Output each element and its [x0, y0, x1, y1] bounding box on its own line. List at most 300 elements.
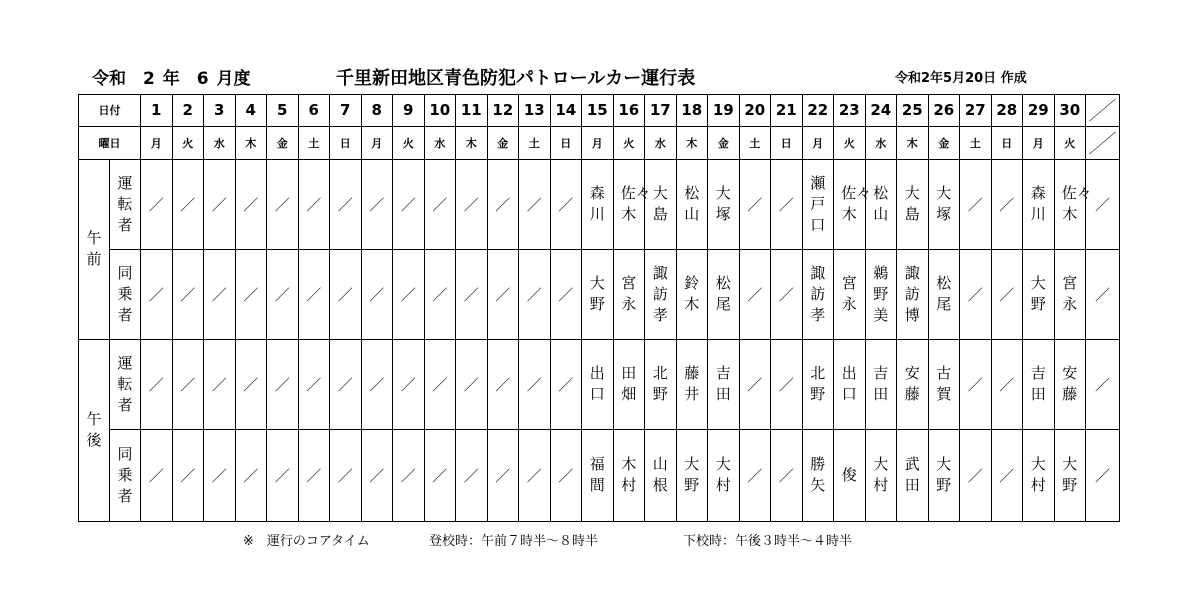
no-patrol-mark: ／: [211, 375, 227, 394]
am-passenger-label: 同乗者: [110, 249, 141, 339]
member-name-cell: [645, 339, 677, 429]
no-patrol-cell: [550, 429, 582, 521]
day-number: 14: [550, 95, 582, 127]
no-patrol-mark: ／: [180, 375, 196, 394]
no-patrol-cell: [519, 339, 551, 429]
member-name: 松尾: [715, 274, 731, 314]
no-patrol-cell: [267, 429, 299, 521]
no-patrol-mark: ／: [967, 285, 983, 304]
no-patrol-mark: ／: [1094, 375, 1110, 394]
no-patrol-mark: ／: [1094, 285, 1110, 304]
no-patrol-cell: [487, 249, 519, 339]
member-name-cell: [834, 429, 866, 521]
no-patrol-mark: ／: [463, 375, 479, 394]
blank-weekday-cell: [1086, 126, 1120, 159]
member-name: 藤井: [684, 364, 700, 404]
member-name: 森川: [1030, 184, 1046, 224]
member-name: 大村: [1030, 455, 1046, 495]
no-patrol-cell: [393, 159, 425, 249]
weekday-cell: 日: [330, 126, 362, 159]
member-name-cell: [676, 339, 708, 429]
no-patrol-cell: [330, 159, 362, 249]
no-patrol-cell: [393, 249, 425, 339]
no-patrol-cell: [739, 429, 771, 521]
no-patrol-mark: ／: [999, 285, 1015, 304]
member-name: 鈴木: [684, 274, 700, 314]
no-patrol-mark: ／: [463, 466, 479, 485]
member-name-cell: [708, 249, 740, 339]
member-name-cell: [676, 249, 708, 339]
member-name: 北野: [652, 364, 668, 404]
day-number: 20: [739, 95, 771, 127]
no-patrol-mark: ／: [369, 466, 385, 485]
weekday-cell: 火: [172, 126, 204, 159]
no-patrol-cell: [487, 159, 519, 249]
no-patrol-mark: ／: [1094, 466, 1110, 485]
no-patrol-mark: ／: [558, 285, 574, 304]
member-name: 鵜野美: [873, 263, 889, 324]
pm-passenger-label: 同乗者: [110, 429, 141, 521]
member-name-cell: [865, 429, 897, 521]
no-patrol-cell: [298, 429, 330, 521]
day-number: 30: [1054, 95, 1086, 127]
member-name-cell: [582, 429, 614, 521]
no-patrol-mark: ／: [400, 195, 416, 214]
no-patrol-cell: [424, 249, 456, 339]
member-name: 安藤: [904, 364, 920, 404]
day-number: 5: [267, 95, 299, 127]
no-patrol-cell: [141, 339, 173, 429]
weekday-cell: 水: [424, 126, 456, 159]
member-name-cell: [1023, 159, 1055, 249]
weekday-cell: 土: [298, 126, 330, 159]
member-name-cell: [1023, 339, 1055, 429]
weekday-cell: 日: [550, 126, 582, 159]
no-patrol-cell: [235, 159, 267, 249]
date-row: [79, 95, 1120, 127]
no-patrol-cell: [960, 159, 992, 249]
no-patrol-cell: [487, 339, 519, 429]
weekday-cell: 水: [865, 126, 897, 159]
no-patrol-cell: [235, 339, 267, 429]
member-name: 吉田: [873, 364, 889, 404]
no-patrol-cell: [204, 339, 236, 429]
member-name-cell: [1023, 429, 1055, 521]
weekday-cell: 火: [613, 126, 645, 159]
member-name-cell: [897, 159, 929, 249]
weekday-cell: 金: [267, 126, 299, 159]
day-number: 4: [235, 95, 267, 127]
no-patrol-mark: ／: [558, 466, 574, 485]
member-name: 森川: [589, 184, 605, 224]
no-patrol-cell: [424, 159, 456, 249]
no-patrol-cell: [456, 159, 488, 249]
no-patrol-mark: ／: [495, 375, 511, 394]
no-patrol-mark: ／: [180, 195, 196, 214]
no-patrol-cell: [235, 249, 267, 339]
member-name-cell: [613, 159, 651, 249]
page-title: 千里新田地区青色防犯パトロールカー運行表: [336, 68, 696, 89]
day-number: 22: [802, 95, 834, 127]
no-patrol-cell: [487, 429, 519, 521]
no-patrol-mark: ／: [495, 285, 511, 304]
no-patrol-mark: ／: [211, 195, 227, 214]
weekday-cell: 金: [487, 126, 519, 159]
member-name: 大島: [652, 184, 668, 224]
no-patrol-mark: ／: [211, 285, 227, 304]
no-patrol-cell: [771, 249, 803, 339]
member-name: 大野: [1062, 455, 1078, 495]
no-patrol-mark: ／: [432, 285, 448, 304]
no-patrol-mark: ／: [1094, 195, 1110, 214]
no-patrol-cell: [519, 429, 551, 521]
no-patrol-mark: ／: [180, 466, 196, 485]
no-patrol-cell: [550, 249, 582, 339]
no-patrol-mark: ／: [432, 375, 448, 394]
member-name-cell: [1054, 429, 1086, 521]
member-name: 大村: [873, 455, 889, 495]
member-name: 佐々木: [841, 184, 872, 224]
no-patrol-mark: ／: [747, 375, 763, 394]
no-patrol-cell: [172, 429, 204, 521]
no-patrol-cell: [1086, 249, 1120, 339]
school-return-note: 下校時：午後３時半～４時半: [683, 534, 853, 549]
am-section-label: 午前: [79, 159, 110, 339]
member-name-cell: [928, 159, 960, 249]
member-name: 諏訪孝: [810, 263, 826, 324]
day-number: 29: [1023, 95, 1055, 127]
no-patrol-mark: ／: [306, 195, 322, 214]
no-patrol-cell: [739, 159, 771, 249]
no-patrol-cell: [550, 159, 582, 249]
no-patrol-cell: [1086, 339, 1120, 429]
no-patrol-mark: ／: [243, 285, 259, 304]
member-name: 大塚: [715, 184, 731, 224]
no-patrol-cell: [204, 249, 236, 339]
member-name: 大野: [1030, 274, 1046, 314]
no-patrol-mark: ／: [274, 195, 290, 214]
no-patrol-mark: ／: [463, 195, 479, 214]
member-name: 古賀: [936, 364, 952, 404]
member-name-cell: [897, 339, 929, 429]
no-patrol-mark: ／: [243, 375, 259, 394]
no-patrol-mark: ／: [463, 285, 479, 304]
am-driver-row: [79, 159, 1120, 249]
member-name: 福間: [589, 455, 605, 495]
weekday-row: [79, 126, 1120, 159]
member-name: 佐々木: [1061, 184, 1092, 224]
member-name-cell: [582, 159, 614, 249]
no-patrol-cell: [267, 159, 299, 249]
no-patrol-mark: ／: [369, 375, 385, 394]
member-name: 大島: [904, 184, 920, 224]
weekday-cell: 月: [802, 126, 834, 159]
weekday-cell: 月: [1023, 126, 1055, 159]
member-name: 宮永: [841, 274, 857, 314]
weekday-cell: 火: [834, 126, 866, 159]
weekday-cell: 土: [519, 126, 551, 159]
no-patrol-cell: [739, 339, 771, 429]
member-name-cell: [802, 339, 834, 429]
member-name: 吉田: [715, 364, 731, 404]
day-number: 7: [330, 95, 362, 127]
day-number: 6: [298, 95, 330, 127]
no-patrol-mark: ／: [306, 285, 322, 304]
no-patrol-mark: ／: [148, 285, 164, 304]
weekday-cell: 水: [204, 126, 236, 159]
no-patrol-cell: [1086, 429, 1120, 521]
no-patrol-mark: ／: [400, 375, 416, 394]
no-patrol-cell: [172, 159, 204, 249]
no-patrol-mark: ／: [306, 466, 322, 485]
no-patrol-cell: [141, 159, 173, 249]
no-patrol-cell: [991, 339, 1023, 429]
member-name: 宮永: [621, 274, 637, 314]
member-name-cell: [865, 249, 897, 339]
no-patrol-cell: [519, 159, 551, 249]
member-name-cell: [834, 159, 872, 249]
weekday-cell: 木: [235, 126, 267, 159]
no-patrol-mark: ／: [778, 375, 794, 394]
member-name-cell: [802, 159, 834, 249]
member-name: 瀬戸口: [810, 173, 826, 234]
no-patrol-mark: ／: [369, 195, 385, 214]
member-name-cell: [1054, 249, 1086, 339]
am-driver-label: 運転者: [110, 159, 141, 249]
member-name-cell: [645, 159, 677, 249]
member-name-cell: [645, 429, 677, 521]
member-name-cell: [676, 159, 708, 249]
no-patrol-mark: ／: [337, 375, 353, 394]
no-patrol-mark: ／: [369, 285, 385, 304]
no-patrol-mark: ／: [148, 375, 164, 394]
day-number: 27: [960, 95, 992, 127]
member-name-cell: [645, 249, 677, 339]
member-name: 諏訪孝: [652, 263, 668, 324]
weekday-cell: 月: [361, 126, 393, 159]
day-number: 3: [204, 95, 236, 127]
no-patrol-mark: ／: [778, 285, 794, 304]
no-patrol-mark: ／: [967, 375, 983, 394]
no-patrol-cell: [771, 429, 803, 521]
no-patrol-mark: ／: [495, 195, 511, 214]
no-patrol-mark: ／: [747, 285, 763, 304]
day-number: 13: [519, 95, 551, 127]
member-name-cell: [802, 429, 834, 521]
no-patrol-mark: ／: [999, 375, 1015, 394]
member-name: 安藤: [1062, 364, 1078, 404]
no-patrol-cell: [330, 339, 362, 429]
no-patrol-cell: [739, 249, 771, 339]
member-name-cell: [676, 429, 708, 521]
created-date: 令和2年5月20日 作成: [895, 71, 1027, 86]
member-name-cell: [582, 249, 614, 339]
member-name: 大野: [589, 274, 605, 314]
member-name-cell: [928, 339, 960, 429]
no-patrol-cell: [204, 159, 236, 249]
member-name: 諏訪博: [904, 263, 920, 324]
no-patrol-cell: [172, 249, 204, 339]
no-patrol-cell: [424, 339, 456, 429]
no-patrol-cell: [298, 159, 330, 249]
day-number: 18: [676, 95, 708, 127]
no-patrol-mark: ／: [400, 285, 416, 304]
no-patrol-mark: ／: [778, 466, 794, 485]
patrol-schedule-table: [78, 94, 1120, 522]
weekday-cell: 土: [960, 126, 992, 159]
member-name-cell: [1054, 159, 1092, 249]
no-patrol-mark: ／: [747, 195, 763, 214]
no-patrol-mark: ／: [999, 466, 1015, 485]
member-name-cell: [1054, 339, 1086, 429]
no-patrol-mark: ／: [558, 195, 574, 214]
weekday-cell: 月: [582, 126, 614, 159]
member-name: 俊: [841, 465, 857, 484]
member-name-cell: [865, 339, 897, 429]
no-patrol-cell: [361, 339, 393, 429]
weekday-cell: 火: [393, 126, 425, 159]
no-patrol-cell: [550, 339, 582, 429]
no-patrol-cell: [991, 429, 1023, 521]
weekday-cell: 月: [141, 126, 173, 159]
date-header: 日付: [79, 95, 141, 127]
no-patrol-mark: ／: [526, 195, 542, 214]
member-name: 佐々木: [620, 184, 651, 224]
member-name-cell: [708, 429, 740, 521]
weekday-cell: 木: [676, 126, 708, 159]
day-number: 21: [771, 95, 803, 127]
no-patrol-cell: [991, 159, 1023, 249]
member-name: 田畑: [621, 364, 637, 404]
member-name: 勝矢: [810, 455, 826, 495]
no-patrol-cell: [991, 249, 1023, 339]
no-patrol-mark: ／: [432, 195, 448, 214]
no-patrol-mark: ／: [274, 466, 290, 485]
no-patrol-cell: [960, 249, 992, 339]
day-number: 2: [172, 95, 204, 127]
no-patrol-cell: [393, 429, 425, 521]
member-name-cell: [928, 429, 960, 521]
no-patrol-mark: ／: [274, 375, 290, 394]
weekday-cell: 金: [708, 126, 740, 159]
no-patrol-mark: ／: [967, 195, 983, 214]
member-name: 木村: [621, 455, 637, 495]
weekday-cell: 水: [645, 126, 677, 159]
member-name: 松山: [873, 184, 889, 224]
core-time-note: ※ 運行のコアタイム: [243, 534, 370, 549]
no-patrol-mark: ／: [274, 285, 290, 304]
day-number: 8: [361, 95, 393, 127]
member-name-cell: [708, 159, 740, 249]
day-number: 25: [897, 95, 929, 127]
day-number: 16: [613, 95, 645, 127]
day-number: 10: [424, 95, 456, 127]
weekday-header: 曜日: [79, 126, 141, 159]
member-name-cell: [1023, 249, 1055, 339]
member-name-cell: [897, 429, 929, 521]
member-name: 武田: [904, 455, 920, 495]
no-patrol-cell: [330, 249, 362, 339]
no-patrol-mark: ／: [778, 195, 794, 214]
no-patrol-mark: ／: [337, 466, 353, 485]
pm-driver-row: [79, 339, 1120, 429]
no-patrol-mark: ／: [526, 285, 542, 304]
member-name: 大野: [684, 455, 700, 495]
no-patrol-cell: [204, 429, 236, 521]
no-patrol-mark: ／: [495, 466, 511, 485]
no-patrol-mark: ／: [243, 466, 259, 485]
weekday-cell: 日: [771, 126, 803, 159]
schedule-period: 令和 2 年 6 月度: [92, 69, 251, 89]
no-patrol-cell: [235, 429, 267, 521]
member-name-cell: [613, 339, 645, 429]
member-name: 大塚: [936, 184, 952, 224]
blank-day-cell: [1086, 95, 1120, 127]
no-patrol-mark: ／: [243, 195, 259, 214]
member-name-cell: [708, 339, 740, 429]
member-name-cell: [613, 429, 645, 521]
no-patrol-mark: ／: [526, 466, 542, 485]
member-name: 大村: [715, 455, 731, 495]
no-patrol-cell: [361, 429, 393, 521]
member-name: 吉田: [1030, 364, 1046, 404]
no-patrol-cell: [298, 339, 330, 429]
member-name: 山根: [652, 455, 668, 495]
member-name-cell: [613, 249, 645, 339]
school-go-note: 登校時：午前７時半～８時半: [429, 534, 599, 549]
no-patrol-mark: ／: [526, 375, 542, 394]
no-patrol-cell: [298, 249, 330, 339]
member-name: 出口: [589, 364, 605, 404]
day-number: 9: [393, 95, 425, 127]
day-number: 23: [834, 95, 866, 127]
weekday-cell: 木: [456, 126, 488, 159]
no-patrol-cell: [960, 339, 992, 429]
member-name: 大野: [936, 455, 952, 495]
no-patrol-cell: [330, 429, 362, 521]
no-patrol-cell: [1086, 159, 1120, 249]
am-passenger-row: [79, 249, 1120, 339]
weekday-cell: 金: [928, 126, 960, 159]
day-number: 1: [141, 95, 173, 127]
no-patrol-mark: ／: [432, 466, 448, 485]
no-patrol-cell: [456, 339, 488, 429]
no-patrol-cell: [456, 249, 488, 339]
no-patrol-mark: ／: [180, 285, 196, 304]
no-patrol-cell: [361, 159, 393, 249]
no-patrol-cell: [393, 339, 425, 429]
member-name-cell: [834, 249, 866, 339]
member-name-cell: [802, 249, 834, 339]
no-patrol-cell: [771, 339, 803, 429]
no-patrol-mark: ／: [999, 195, 1015, 214]
day-number: 12: [487, 95, 519, 127]
no-patrol-cell: [960, 429, 992, 521]
day-number: 26: [928, 95, 960, 127]
member-name-cell: [834, 339, 866, 429]
no-patrol-cell: [172, 339, 204, 429]
member-name: 北野: [810, 364, 826, 404]
weekday-cell: 土: [739, 126, 771, 159]
day-number: 19: [708, 95, 740, 127]
member-name: 出口: [841, 364, 857, 404]
no-patrol-mark: ／: [148, 195, 164, 214]
member-name-cell: [897, 249, 929, 339]
member-name: 宮永: [1062, 274, 1078, 314]
no-patrol-cell: [361, 249, 393, 339]
no-patrol-cell: [141, 249, 173, 339]
no-patrol-mark: ／: [747, 466, 763, 485]
